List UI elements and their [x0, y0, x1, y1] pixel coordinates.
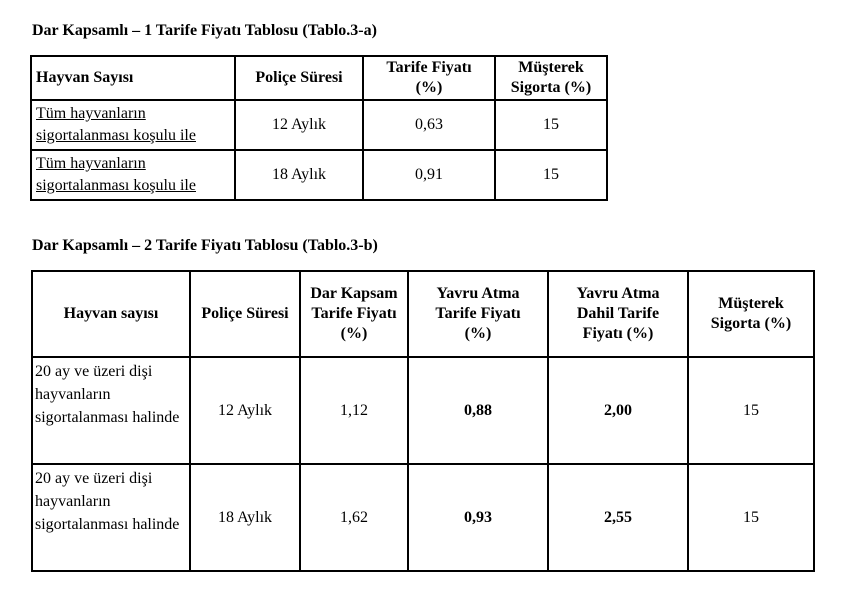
header-abortion-tariff: Yavru Atma Tarife Fiyatı (%) — [408, 271, 548, 357]
table-row — [31, 150, 607, 200]
abortion-tariff-cell: 0,88 — [408, 357, 548, 464]
tariff-rate-cell: 0,91 — [363, 150, 495, 200]
animal-condition-cell: 20 ay ve üzeri dişi hayvanların sigortalanması halinde — [32, 357, 190, 464]
table-row — [31, 100, 607, 150]
policy-term-cell: 12 Aylık — [235, 100, 363, 150]
coinsurance-cell: 15 — [688, 357, 814, 464]
header-base-tariff: Dar Kapsam Tarife Fiyatı (%) — [300, 271, 408, 357]
header-coinsurance: Müşterek Sigorta (%) — [688, 271, 814, 357]
animal-condition-cell: Tüm hayvanların sigortalanması koşulu ile — [31, 100, 235, 150]
policy-term-cell: 18 Aylık — [235, 150, 363, 200]
policy-term-cell: 12 Aylık — [190, 357, 300, 464]
header-animal-count: Hayvan Sayısı — [31, 56, 235, 100]
header-tariff-rate: Tarife Fiyatı (%) — [363, 56, 495, 100]
tariff-table-a — [30, 55, 608, 201]
coinsurance-cell: 15 — [688, 464, 814, 571]
tariff-rate-cell: 0,63 — [363, 100, 495, 150]
base-tariff-cell: 1,62 — [300, 464, 408, 571]
table-row — [32, 464, 814, 571]
policy-term-cell: 18 Aylık — [190, 464, 300, 571]
base-tariff-cell: 1,12 — [300, 357, 408, 464]
header-coinsurance: Müşterek Sigorta (%) — [495, 56, 607, 100]
table-b-title: Dar Kapsamlı – 2 Tarife Fiyatı Tablosu (Tablo.3-b) — [32, 237, 378, 254]
table-header-row — [32, 271, 814, 357]
header-including-abortion-tariff: Yavru Atma Dahil Tarife Fiyatı (%) — [548, 271, 688, 357]
abortion-tariff-cell: 0,93 — [408, 464, 548, 571]
header-policy-term: Poliçe Süresi — [235, 56, 363, 100]
including-abortion-tariff-cell: 2,55 — [548, 464, 688, 571]
animal-condition-cell: 20 ay ve üzeri dişi hayvanların sigortalanması halinde — [32, 464, 190, 571]
header-animal-count: Hayvan sayısı — [32, 271, 190, 357]
table-row — [32, 357, 814, 464]
header-policy-term: Poliçe Süresi — [190, 271, 300, 357]
table-header-row — [31, 56, 607, 100]
including-abortion-tariff-cell: 2,00 — [548, 357, 688, 464]
coinsurance-cell: 15 — [495, 150, 607, 200]
tariff-table-b — [31, 270, 815, 572]
coinsurance-cell: 15 — [495, 100, 607, 150]
table-a-title: Dar Kapsamlı – 1 Tarife Fiyatı Tablosu (Tablo.3-a) — [32, 22, 377, 39]
animal-condition-cell: Tüm hayvanların sigortalanması koşulu ile — [31, 150, 235, 200]
